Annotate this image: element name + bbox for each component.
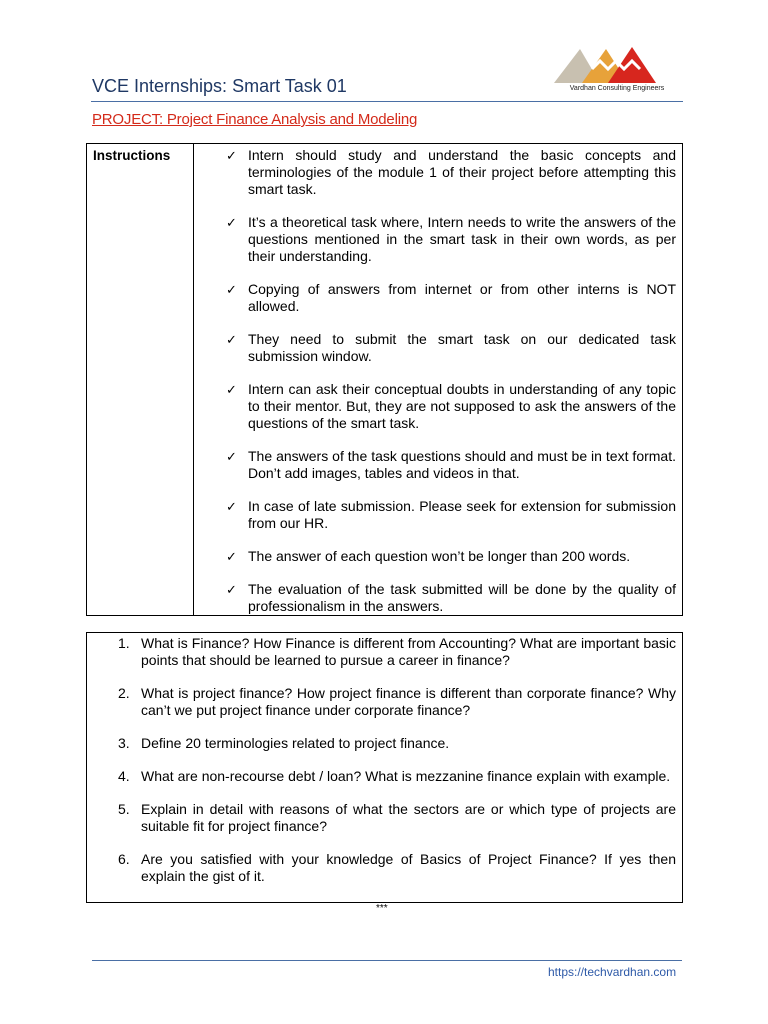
questions-box (86, 632, 683, 903)
instruction-text: It’s a theoretical task where, Intern needs to write the answers of the questions mentioned in the smart task in their own words, as per their understanding. (248, 214, 676, 264)
question-text: Are you satisfied with your knowledge of Basics of Project Finance? If yes then explain the gist of it. (141, 851, 676, 884)
question-text: What is Finance? How Finance is different from Accounting? What are important basic points that should be learned to pursue a career in finance? (141, 635, 676, 668)
question-item (118, 851, 676, 885)
question-item (118, 801, 676, 835)
checkmark-icon: ✓ (226, 382, 237, 397)
checkmark-icon: ✓ (226, 549, 237, 564)
instruction-text: They need to submit the smart task on our dedicated task submission window. (248, 331, 676, 364)
question-item (118, 635, 676, 669)
company-logo (552, 43, 682, 95)
instruction-text: The evaluation of the task submitted will be done by the quality of professionalism in the answers. (248, 581, 676, 614)
checkmark-icon: ✓ (226, 582, 237, 597)
instruction-item (226, 548, 676, 565)
question-number: 5. (118, 801, 130, 817)
question-text: Define 20 terminologies related to project finance. (141, 735, 450, 751)
question-number: 6. (118, 851, 130, 867)
logo-mountains-icon (552, 43, 682, 85)
question-number: 3. (118, 735, 130, 751)
instruction-text: The answer of each question won’t be longer than 200 words. (248, 548, 631, 564)
question-text: What are non-recourse debt / loan? What is mezzanine finance explain with example. (141, 768, 671, 784)
question-item (118, 768, 676, 785)
checkmark-icon: ✓ (226, 332, 237, 347)
instructions-table (86, 143, 683, 616)
instructions-label: Instructions (87, 144, 194, 616)
checkmark-icon: ✓ (226, 282, 237, 297)
instruction-text: Intern can ask their conceptual doubts in understanding of any topic to their mentor. But, they are not supposed to ask the answers of the questions of the smart task. (248, 381, 676, 431)
logo-caption: Vardhan Consulting Engineers (569, 85, 665, 92)
checkmark-icon: ✓ (226, 449, 237, 464)
instruction-item (226, 147, 676, 198)
question-item (118, 735, 676, 752)
instructions-list (194, 144, 682, 615)
instruction-item (226, 581, 676, 615)
question-number: 4. (118, 768, 130, 784)
instruction-item (226, 281, 676, 315)
instruction-item (226, 448, 676, 482)
question-number: 1. (118, 635, 130, 651)
instruction-item (226, 331, 676, 365)
question-text: Explain in detail with reasons of what the sectors are or which type of projects are suitable fit for project finance? (141, 801, 676, 834)
instruction-text: Copying of answers from internet or from other interns is NOT allowed. (248, 281, 676, 314)
checkmark-icon: ✓ (226, 148, 237, 163)
question-text: What is project finance? How project finance is different than corporate finance? Why can’t we put project finance under corporate finance? (141, 685, 676, 718)
instruction-item (226, 498, 676, 532)
end-marker: *** (376, 903, 388, 914)
instruction-text: In case of late submission. Please seek for extension for submission from our HR. (248, 498, 676, 531)
instructions-cell (194, 144, 683, 616)
header-divider (91, 101, 683, 102)
instruction-item (226, 381, 676, 432)
checkmark-icon: ✓ (226, 499, 237, 514)
instruction-item (226, 214, 676, 265)
checkmark-icon: ✓ (226, 215, 237, 230)
project-title: PROJECT: Project Finance Analysis and Modeling (92, 111, 418, 128)
question-item (118, 685, 676, 719)
page-title: VCE Internships: Smart Task 01 (92, 76, 347, 96)
footer-link[interactable]: https://techvardhan.com (548, 965, 677, 979)
instruction-text: Intern should study and understand the basic concepts and terminologies of the module 1 of their project before attempting this smart task. (248, 147, 676, 197)
questions-list (87, 633, 682, 885)
question-number: 2. (118, 685, 130, 701)
footer-divider (92, 960, 682, 961)
instruction-text: The answers of the task questions should and must be in text format. Don’t add images, tables and videos in that. (248, 448, 676, 481)
